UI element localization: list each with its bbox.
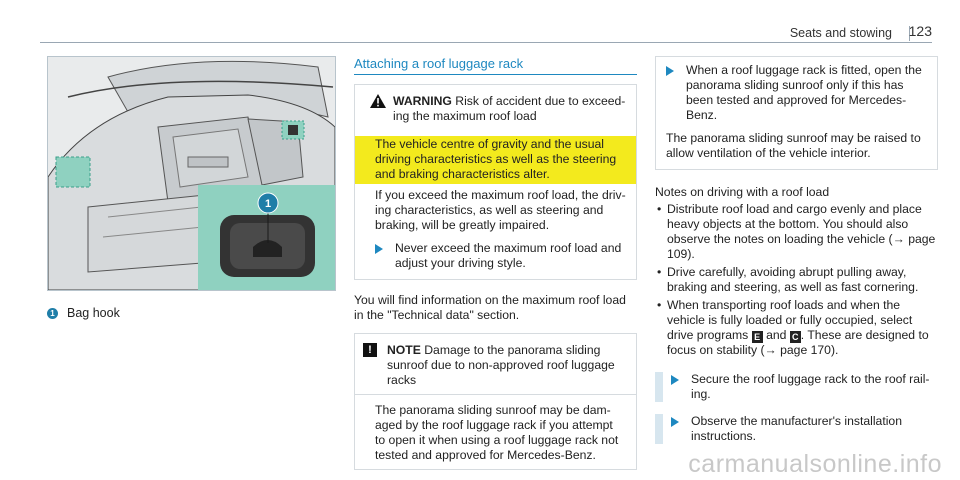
warning-header xyxy=(355,85,636,130)
list-item: • Distribute roof load and cargo evenly and place heavy objects at the bottom. You should also observe the notes on loading the vehicle (→ page 109). xyxy=(655,202,938,262)
section-title: Attaching a roof luggage rack xyxy=(354,56,637,75)
caption-text: Bag hook xyxy=(67,306,120,320)
step-marker xyxy=(655,414,663,444)
info-paragraph: You will find information on the maximum roof load in the "Technical data" section. xyxy=(354,293,626,322)
step-secure-text: Secure the roof luggage rack to the roof rail- ing. xyxy=(691,372,930,401)
note-box xyxy=(354,333,637,395)
list-item: • Drive carefully, avoiding abrupt pulling away, braking and steering, as well as fast cornering. xyxy=(655,265,938,295)
watermark: carmanualsonline.info xyxy=(688,450,942,478)
running-header: Seats and stowing xyxy=(789,26,892,40)
warning-triangle-icon xyxy=(369,94,387,108)
step-observe xyxy=(655,414,938,444)
warning-body: If you exceed the maximum roof load, the driv- ing characteristics, as well as steering and braking, will be greatly impaired. xyxy=(375,188,626,232)
warning-action-text: Never exceed the maximum roof load and adjust your driving style. xyxy=(395,241,622,270)
step-arrow-icon xyxy=(375,244,383,254)
notice-icon: ! xyxy=(363,343,377,357)
step-box xyxy=(655,56,938,170)
header-rule xyxy=(40,42,932,43)
column-right xyxy=(655,56,938,444)
note-label: NOTE xyxy=(387,343,421,357)
drive-program-c-icon: C xyxy=(790,331,801,343)
step-arrow-icon xyxy=(671,375,679,385)
caption-number: 1 xyxy=(47,308,58,319)
note-title: Damage to the panorama sliding sunroof due to non-approved roof luggage racks xyxy=(387,343,615,387)
notes-list xyxy=(655,202,938,358)
warning-box xyxy=(354,84,637,280)
notes-heading: Notes on driving with a roof load xyxy=(655,185,830,199)
step-sunroof-text: When a roof luggage rack is fitted, open the panorama sliding sunroof only if this has been tested and approved for Mercedes-Benz. xyxy=(686,63,922,122)
note-body: The panorama sliding sunroof may be dam- aged by the roof luggage rack if you attempt to open it when using a roof luggage rack not tested and approved for Mercedes-Benz. xyxy=(375,403,619,462)
note-body-box xyxy=(354,395,637,470)
callout-number: 1 xyxy=(264,198,272,210)
trunk-drawing xyxy=(48,57,335,290)
note-header xyxy=(355,334,636,394)
figure-caption xyxy=(47,306,120,321)
bullet-text: . These are designed to focus on stability (→ page 170). xyxy=(667,328,929,357)
step-observe-text: Observe the manufacturer's installation instructions. xyxy=(691,414,902,443)
step-marker xyxy=(655,372,663,402)
bullet-text: and xyxy=(766,328,787,342)
column-middle xyxy=(354,56,637,470)
sunroof-paragraph: The panorama sliding sunroof may be raised to allow ventilation of the vehicle interior. xyxy=(666,131,921,160)
warning-title: Risk of accident due to exceed- ing the maximum roof load xyxy=(393,94,626,123)
bullet-text: When transporting roof loads and when the vehicle is fully loaded or fully occupied, select drive programs xyxy=(667,298,913,342)
page-number: 123 xyxy=(908,23,932,39)
warning-highlight: The vehicle centre of gravity and the usual driving characteristics as well as the steering and braking characteristics alter. xyxy=(355,136,636,184)
step-arrow-icon xyxy=(671,417,679,427)
warning-label: WARNING xyxy=(393,94,452,108)
trunk-illustration xyxy=(47,56,336,291)
drive-program-e-icon: E xyxy=(752,331,763,343)
warning-action xyxy=(355,233,636,279)
step-secure xyxy=(655,372,938,402)
step-arrow-icon xyxy=(666,66,674,76)
step-sunroof xyxy=(656,57,937,131)
list-item xyxy=(655,298,938,358)
